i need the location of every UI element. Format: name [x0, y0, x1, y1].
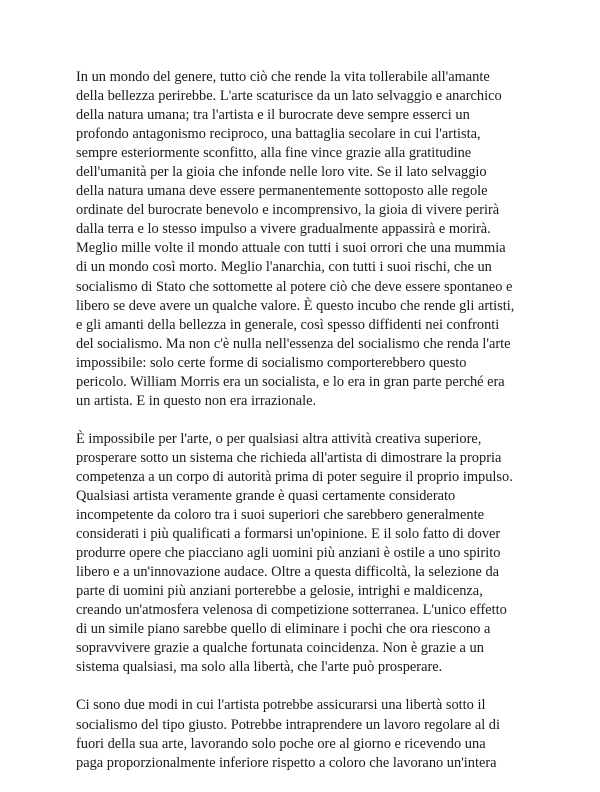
text-line: parte di uomini più anziani porterebbe a gelosie, intrighi e maldicenza, [76, 583, 483, 600]
text-line: di un mondo così morto. Meglio l'anarchia, con tutti i suoi rischi, che un [76, 259, 492, 276]
text-line: del socialismo. Ma non c'è nulla nell'essenza del socialismo che renda l'arte [76, 335, 511, 352]
text-line: prosperare sotto un sistema che richieda all'artista di dimostrare la propria [76, 449, 502, 466]
text-line: e gli amanti della bellezza in generale, così spesso diffidenti nei confronti [76, 316, 500, 333]
text-line: dalla terra e lo stesso impulso a vivere gradualmente appassirà e morirà. [76, 221, 491, 238]
paragraph [76, 696, 534, 772]
text-line: creando un'atmosfera velenosa di competizione sotterranea. L'unico effetto [76, 602, 507, 619]
text-line: socialismo di Stato che sottomette al potere ciò che deve essere spontaneo e [76, 278, 513, 295]
text-line: sempre esteriormente sconfitto, alla fine vince grazie alla gratitudine [76, 145, 472, 162]
text-line: un artista. E in questo non era irrazionale. [76, 392, 317, 409]
text-line: competenza a un corpo di autorità prima di poter seguire il proprio impulso. [76, 468, 513, 485]
text-line: sistema qualsiasi, ma solo alla libertà, che l'arte può prosperare. [76, 659, 443, 676]
body-text [76, 68, 534, 792]
text-line: Qualsiasi artista veramente grande è quasi certamente considerato [76, 487, 456, 504]
text-line: In un mondo del genere, tutto ciò che rende la vita tollerabile all'amante [76, 69, 490, 85]
paragraph [76, 430, 534, 678]
text-line: pericolo. William Morris era un socialista, e lo era in gran parte perché era [76, 373, 505, 390]
text-line: È impossibile per l'arte, o per qualsiasi altra attività creativa superiore, [76, 430, 482, 447]
text-line: profondo antagonismo reciproco, una battaglia secolare in cui l'artista, [76, 126, 481, 143]
text-line: produrre opere che piacciano agli uomini più anziani è ostile a uno spirito [76, 545, 501, 562]
text-line: dell'umanità per la gioia che infonde nelle loro vite. Se il lato selvaggio [76, 164, 487, 181]
text-line: della natura umana deve essere permanentemente sottoposto alle regole [76, 183, 488, 200]
text-line: della natura umana; tra l'artista e il burocrate deve sempre esserci un [76, 107, 470, 124]
text-line: incompetente da coloro tra i suoi superiori che sarebbero generalmente [76, 507, 484, 524]
text-line: ordinate del burocrate benevolo e incomprensivo, la gioia di vivere perirà [76, 202, 500, 219]
text-line: socialismo del tipo giusto. Potrebbe intraprendere un lavoro regolare al di [76, 716, 501, 733]
text-line: paga proporzionalmente inferiore rispetto a coloro che lavorano un'intera [76, 754, 497, 771]
text-line: Ci sono due modi in cui l'artista potrebbe assicurarsi una libertà sotto il [76, 697, 486, 714]
text-line: impossibile: solo certe forme di socialismo comporterebbero questo [76, 354, 467, 371]
text-line: di un simile piano sarebbe quello di eliminare i pochi che ora riescono a [76, 621, 491, 638]
text-line: libero e a un'innovazione audace. Oltre a questa difficoltà, la selezione da [76, 564, 500, 581]
paragraph [76, 68, 534, 411]
text-line: Meglio mille volte il mondo attuale con tutti i suoi orrori che una mummia [76, 240, 506, 257]
text-line: fuori della sua arte, lavorando solo poche ore al giorno e ricevendo una [76, 735, 486, 752]
text-line: considerati i più qualificati a formarsi un'opinione. E il solo fatto di dover [76, 526, 501, 543]
text-line: libero se deve avere un qualche valore. È questo incubo che rende gli artisti, [76, 297, 515, 314]
text-line: sopravvivere grazie a qualche fortunata coincidenza. Non è grazie a un [76, 640, 484, 657]
text-line: della bellezza perirebbe. L'arte scaturisce da un lato selvaggio e anarchico [76, 88, 502, 105]
